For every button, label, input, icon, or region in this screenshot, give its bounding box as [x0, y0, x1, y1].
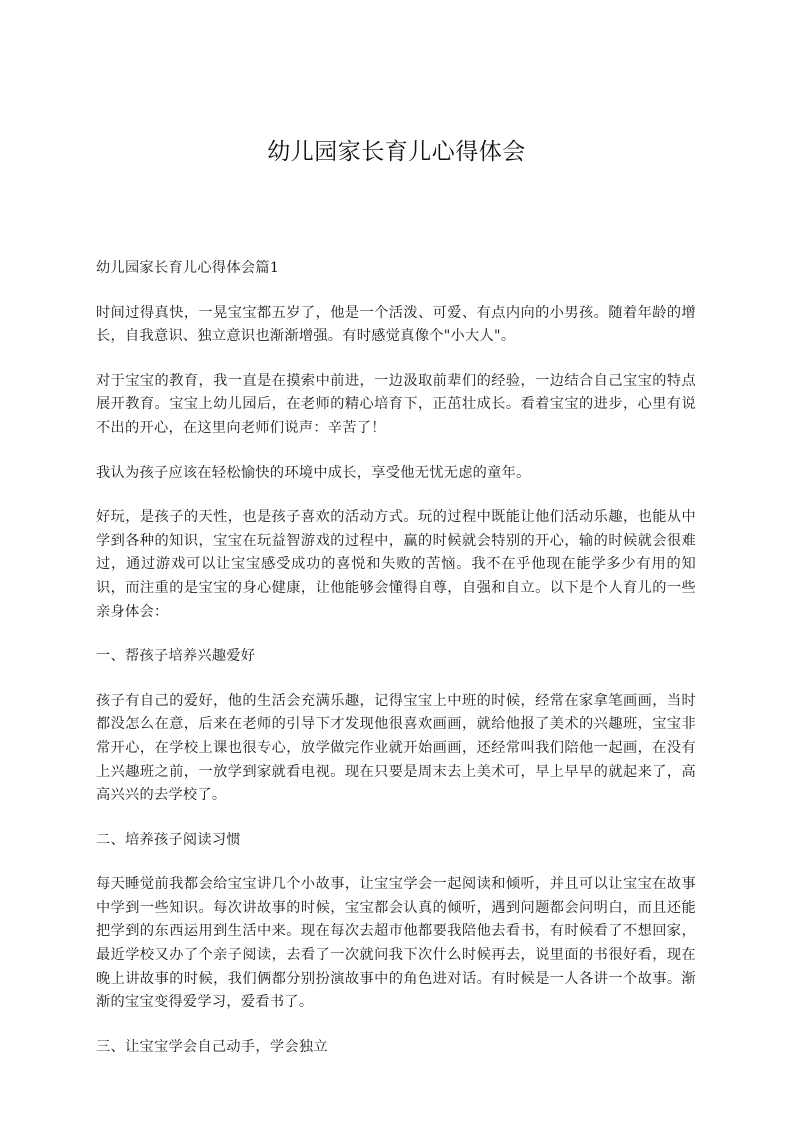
paragraph: 孩子有自己的爱好，他的生活会充满乐趣，记得宝宝上中班的时候，经常在家拿笔画画，当时都没怎么在意，后来在老师的引导下才发现他很喜欢画画，就给他报了美术的兴趣班，宝宝非常开心，在学校上课也很专心，放学做完作业就开始画画，还经常叫我们陪他一起画，在没有上兴趣班之前，一放学到家就看电视。现在只要是周末去上美术可，早上早早的就起来了，高高兴兴的去学校了。 — [96, 692, 696, 804]
paragraph: 好玩，是孩子的天性，也是孩子喜欢的活动方式。玩的过程中既能让他们活动乐趣，也能从中学到各种的知识，宝宝在玩益智游戏的过程中，赢的时候就会特别的开心，输的时候就会很难过，通过游戏可以让宝宝感受成功的喜悦和失败的苦恼。我不在乎他现在能学多少有用的知识，而注重的是宝宝的身心健康，让他能够会懂得自尊，自强和自立。以下是个人育儿的一些亲身体会： — [96, 509, 696, 620]
document-body — [96, 257, 696, 1080]
section-heading: 一、帮孩子培养兴趣爱好 — [96, 648, 256, 665]
document-title: 幼儿园家长育儿心得体会 — [267, 139, 526, 165]
paragraph: 我认为孩子应该在轻松愉快的环境中成长，享受他无忧无虑的童年。 — [96, 464, 531, 481]
paragraph: 时间过得真快，一晃宝宝都五岁了，他是一个活泼、可爱、有点内向的小男孩。随着年龄的增长，自我意识、独立意识也渐渐增强。有时感觉真像个"小大人"。 — [96, 304, 696, 345]
paragraph: 对于宝宝的教育，我一直是在摸索中前进，一边汲取前辈们的经验，一边结合自己宝宝的特点展开教育。宝宝上幼儿园后，在老师的精心培育下，正茁壮成长。看着宝宝的进步，心里有说不出的开心，在这里向老师们说声：辛苦了！ — [96, 372, 696, 436]
section-heading: 二、培养孩子阅读习惯 — [96, 831, 241, 848]
section-heading: 三、让宝宝学会自己动手，学会独立 — [96, 1038, 328, 1055]
section-heading: 幼儿园家长育儿心得体会篇1 — [96, 260, 280, 276]
paragraph: 每天睡觉前我都会给宝宝讲几个小故事，让宝宝学会一起阅读和倾听，并且可以让宝宝在故事中学到一些知识。每次讲故事的时候，宝宝都会认真的倾听，遇到问题都会问明白，而且还能把学到的东西运用到生活中来。现在每次去超市他都要我陪他去看书，有时候看了不想回家，最近学校又办了个亲子阅读，去看了一次就问我下次什么时候再去，说里面的书很好看，现在晚上讲故事的时候，我们俩都分别扮演故事中的角色进对话。有时候是一人各讲一个故事。渐渐的宝宝变得爱学习，爱看书了。 — [96, 876, 696, 1011]
